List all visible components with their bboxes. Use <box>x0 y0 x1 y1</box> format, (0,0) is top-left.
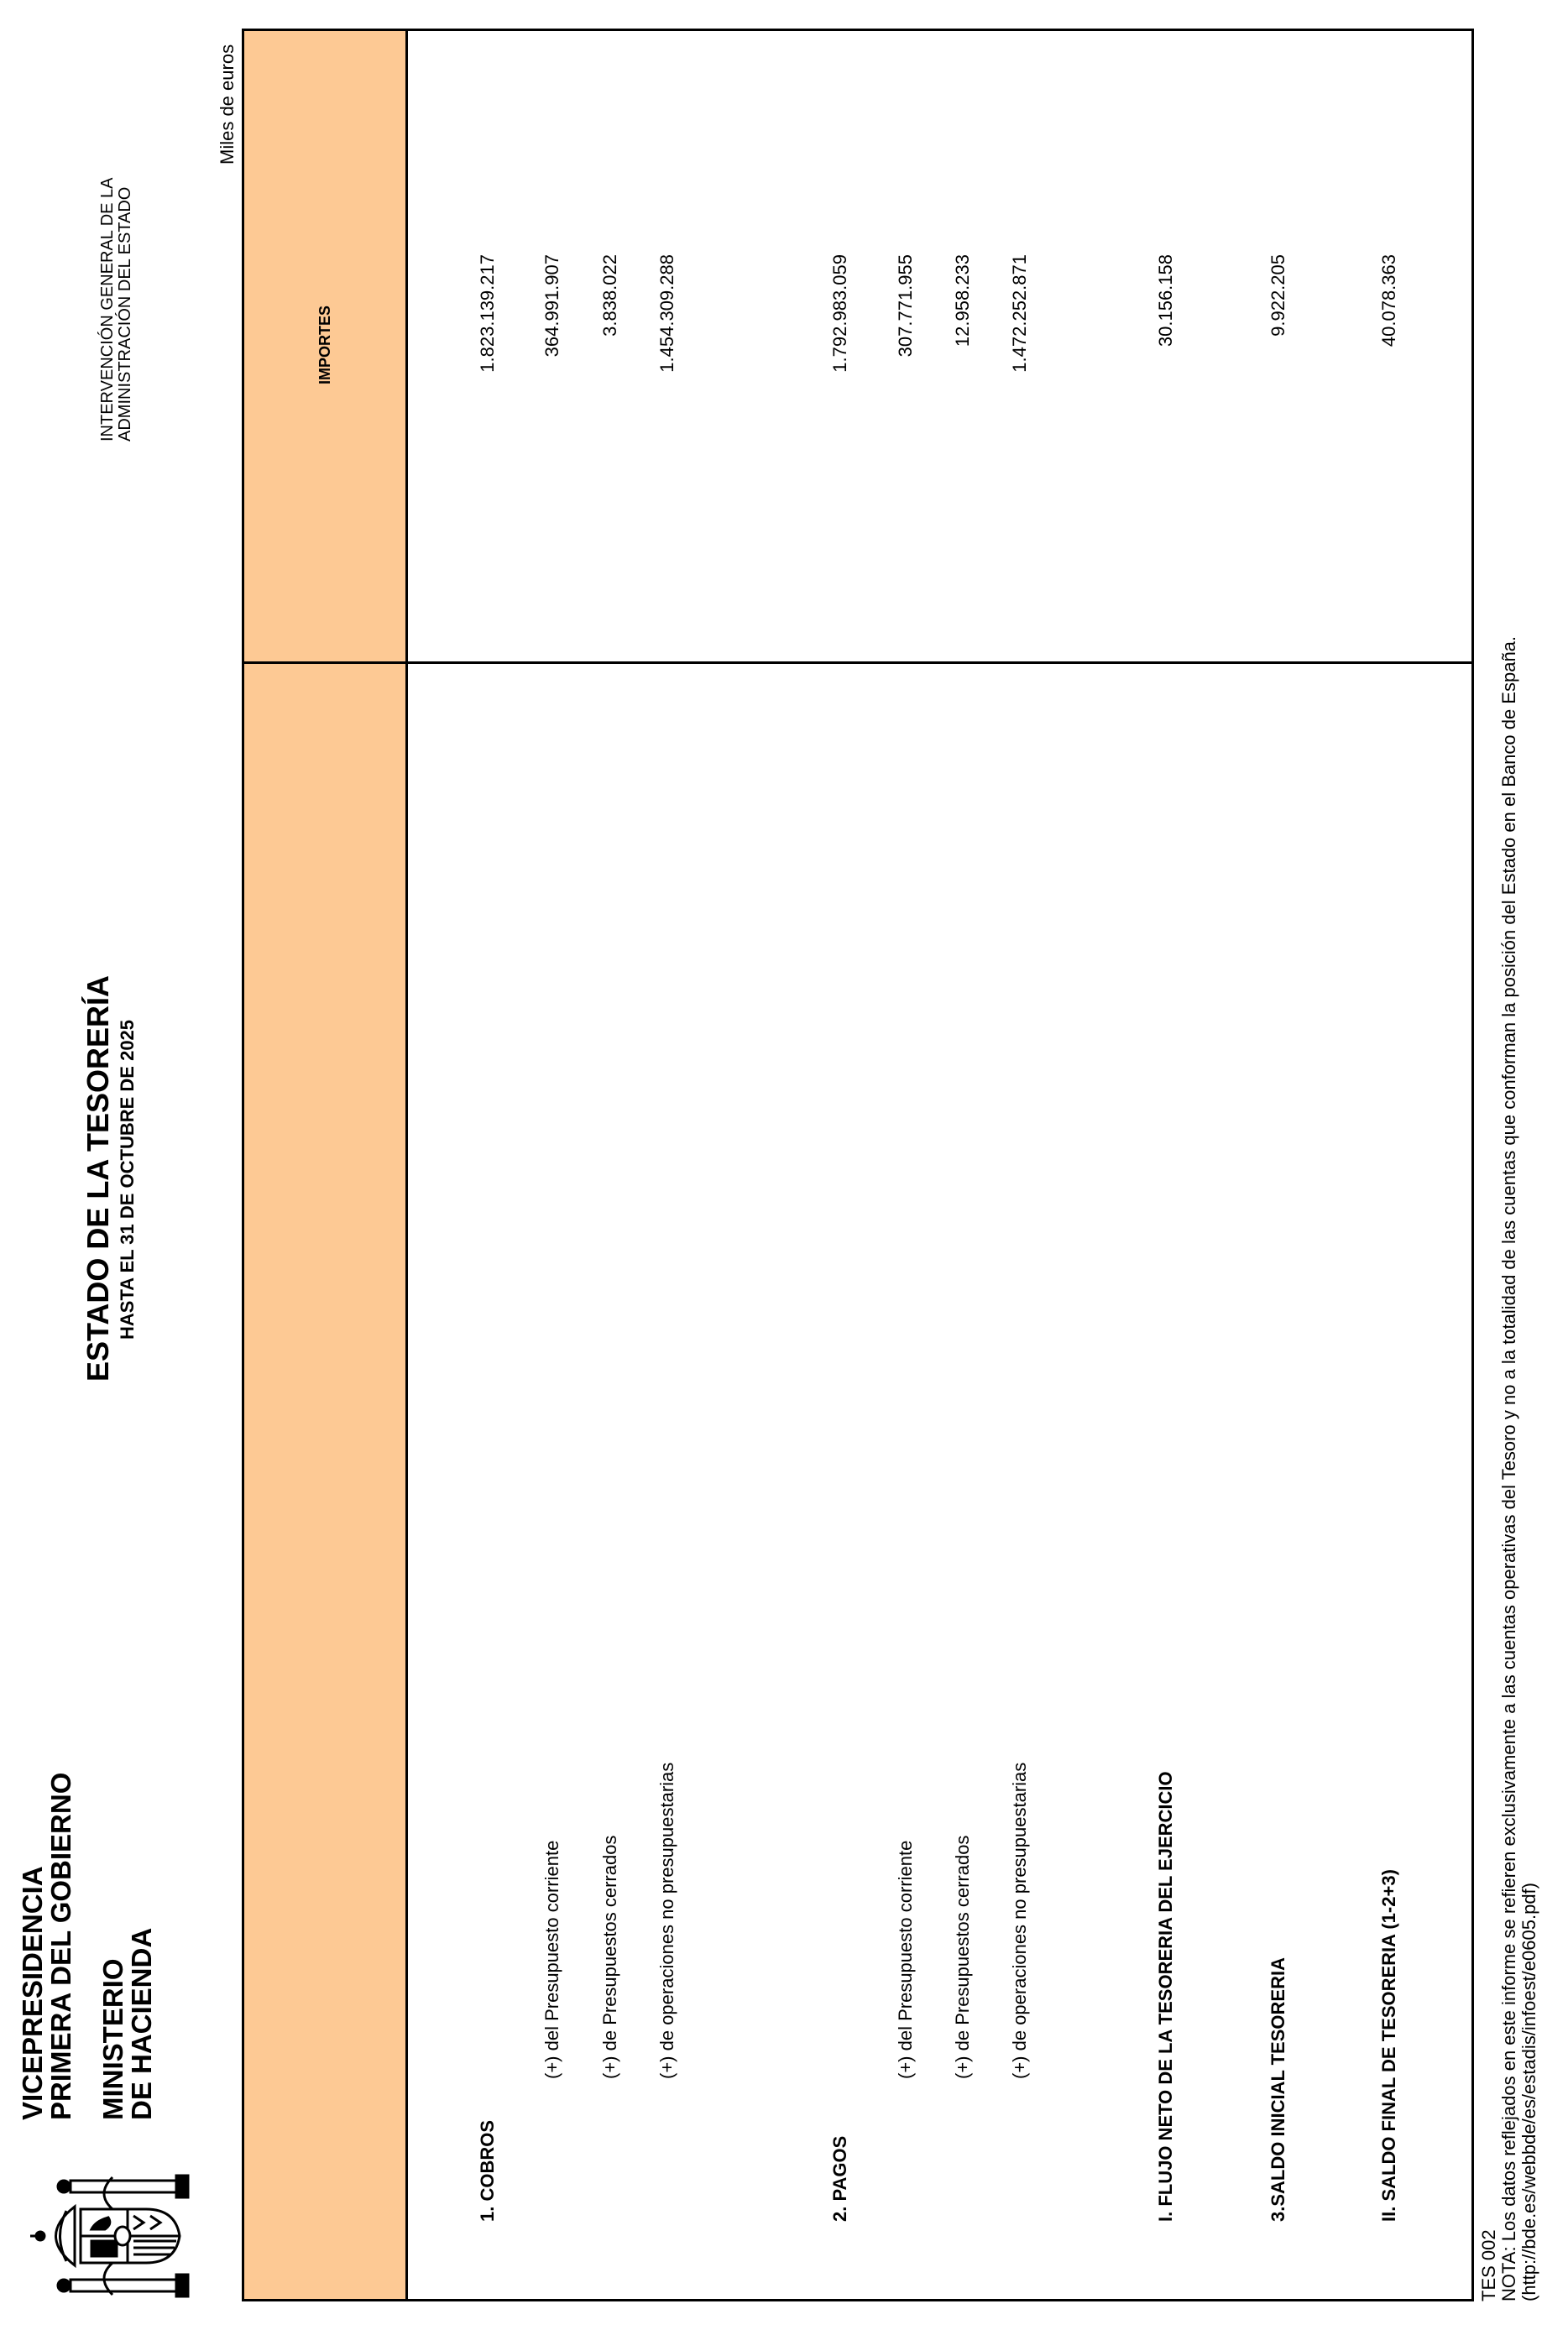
row-value-pagos: 1.792.983.059 <box>829 254 850 373</box>
row-label-pagos: 2. PAGOS <box>829 2135 850 2222</box>
igae-line-1: INTERVENCIÓN GENERAL DE LA <box>98 177 117 441</box>
row-label-saldo-final: II. SALDO FINAL DE TESORERIA (1-2+3) <box>1378 1869 1399 2222</box>
page-title: ESTADO DE LA TESORERÍA <box>81 974 115 1382</box>
row-label-cobros-no-presupuestarias: (+) de operaciones no presupuestarias <box>656 1762 677 2079</box>
column-header-importes: IMPORTES <box>316 306 333 385</box>
row-value-cobros-presupuestos-cerrados: 3.838.022 <box>599 254 620 337</box>
footnote: NOTA: Los datos reflejados en este informe se refieren exclusivamente a las cuentas operativas del Tesoro y no a la totalidad de las cuentas que conforman la posición del Estado en el Banco de España. <box>1498 635 1519 2301</box>
row-value-cobros-presupuesto-corriente: 364.991.907 <box>541 254 562 358</box>
row-label-cobros-presupuestos-cerrados: (+) de Presupuestos cerrados <box>599 1835 620 2079</box>
row-value-saldo-inicial: 9.922.205 <box>1267 254 1288 337</box>
column-divider <box>244 661 1471 664</box>
units-label: Miles de euros <box>217 44 238 165</box>
igae-line-2: ADMINISTRACIÓN DEL ESTADO <box>116 186 134 441</box>
row-label-flujo-neto: I. FLUJO NETO DE LA TESORERIA DEL EJERCICIO <box>1155 1771 1176 2222</box>
footnote-link[interactable]: (http://bde.es/webbde/es/estadis/infoest/e0605.pdf) <box>1518 1883 1539 2301</box>
row-value-flujo-neto: 30.156.158 <box>1155 254 1176 347</box>
row-label-pagos-presupuesto-corriente: (+) del Presupuesto corriente <box>895 1840 916 2079</box>
row-value-pagos-no-presupuestarias: 1.472.252.871 <box>1009 254 1030 373</box>
org-line-1: VICEPRESIDENCIA <box>17 1866 48 2120</box>
treasury-table <box>242 29 1474 2301</box>
ministry-heading <box>99 1928 156 2120</box>
igae-heading <box>99 177 134 441</box>
vice-presidency-heading <box>18 1773 76 2120</box>
spanish-coat-of-arms-icon <box>29 2169 196 2303</box>
row-label-pagos-no-presupuestarias: (+) de operaciones no presupuestarias <box>1009 1762 1030 2079</box>
row-label-saldo-inicial: 3.SALDO INICIAL TESORERIA <box>1267 1957 1288 2222</box>
row-label-pagos-presupuestos-cerrados: (+) de Presupuestos cerrados <box>952 1835 973 2079</box>
org-line-2: PRIMERA DEL GOBIERNO <box>45 1772 76 2120</box>
row-value-saldo-final: 40.078.363 <box>1378 254 1399 347</box>
report-code: TES 002 <box>1478 2229 1499 2301</box>
row-value-pagos-presupuestos-cerrados: 12.958.233 <box>952 254 973 347</box>
row-value-cobros: 1.823.139.217 <box>477 254 498 373</box>
row-value-pagos-presupuesto-corriente: 307.771.955 <box>895 254 916 358</box>
ministry-line-2: DE HACIENDA <box>126 1927 157 2120</box>
ministry-line-1: MINISTERIO <box>97 1958 128 2120</box>
page-subtitle: HASTA EL 31 DE OCTUBRE DE 2025 <box>117 1019 138 1340</box>
row-label-cobros: 1. COBROS <box>477 2119 498 2222</box>
row-label-cobros-presupuesto-corriente: (+) del Presupuesto corriente <box>541 1840 562 2079</box>
row-value-cobros-no-presupuestarias: 1.454.309.288 <box>656 254 677 373</box>
